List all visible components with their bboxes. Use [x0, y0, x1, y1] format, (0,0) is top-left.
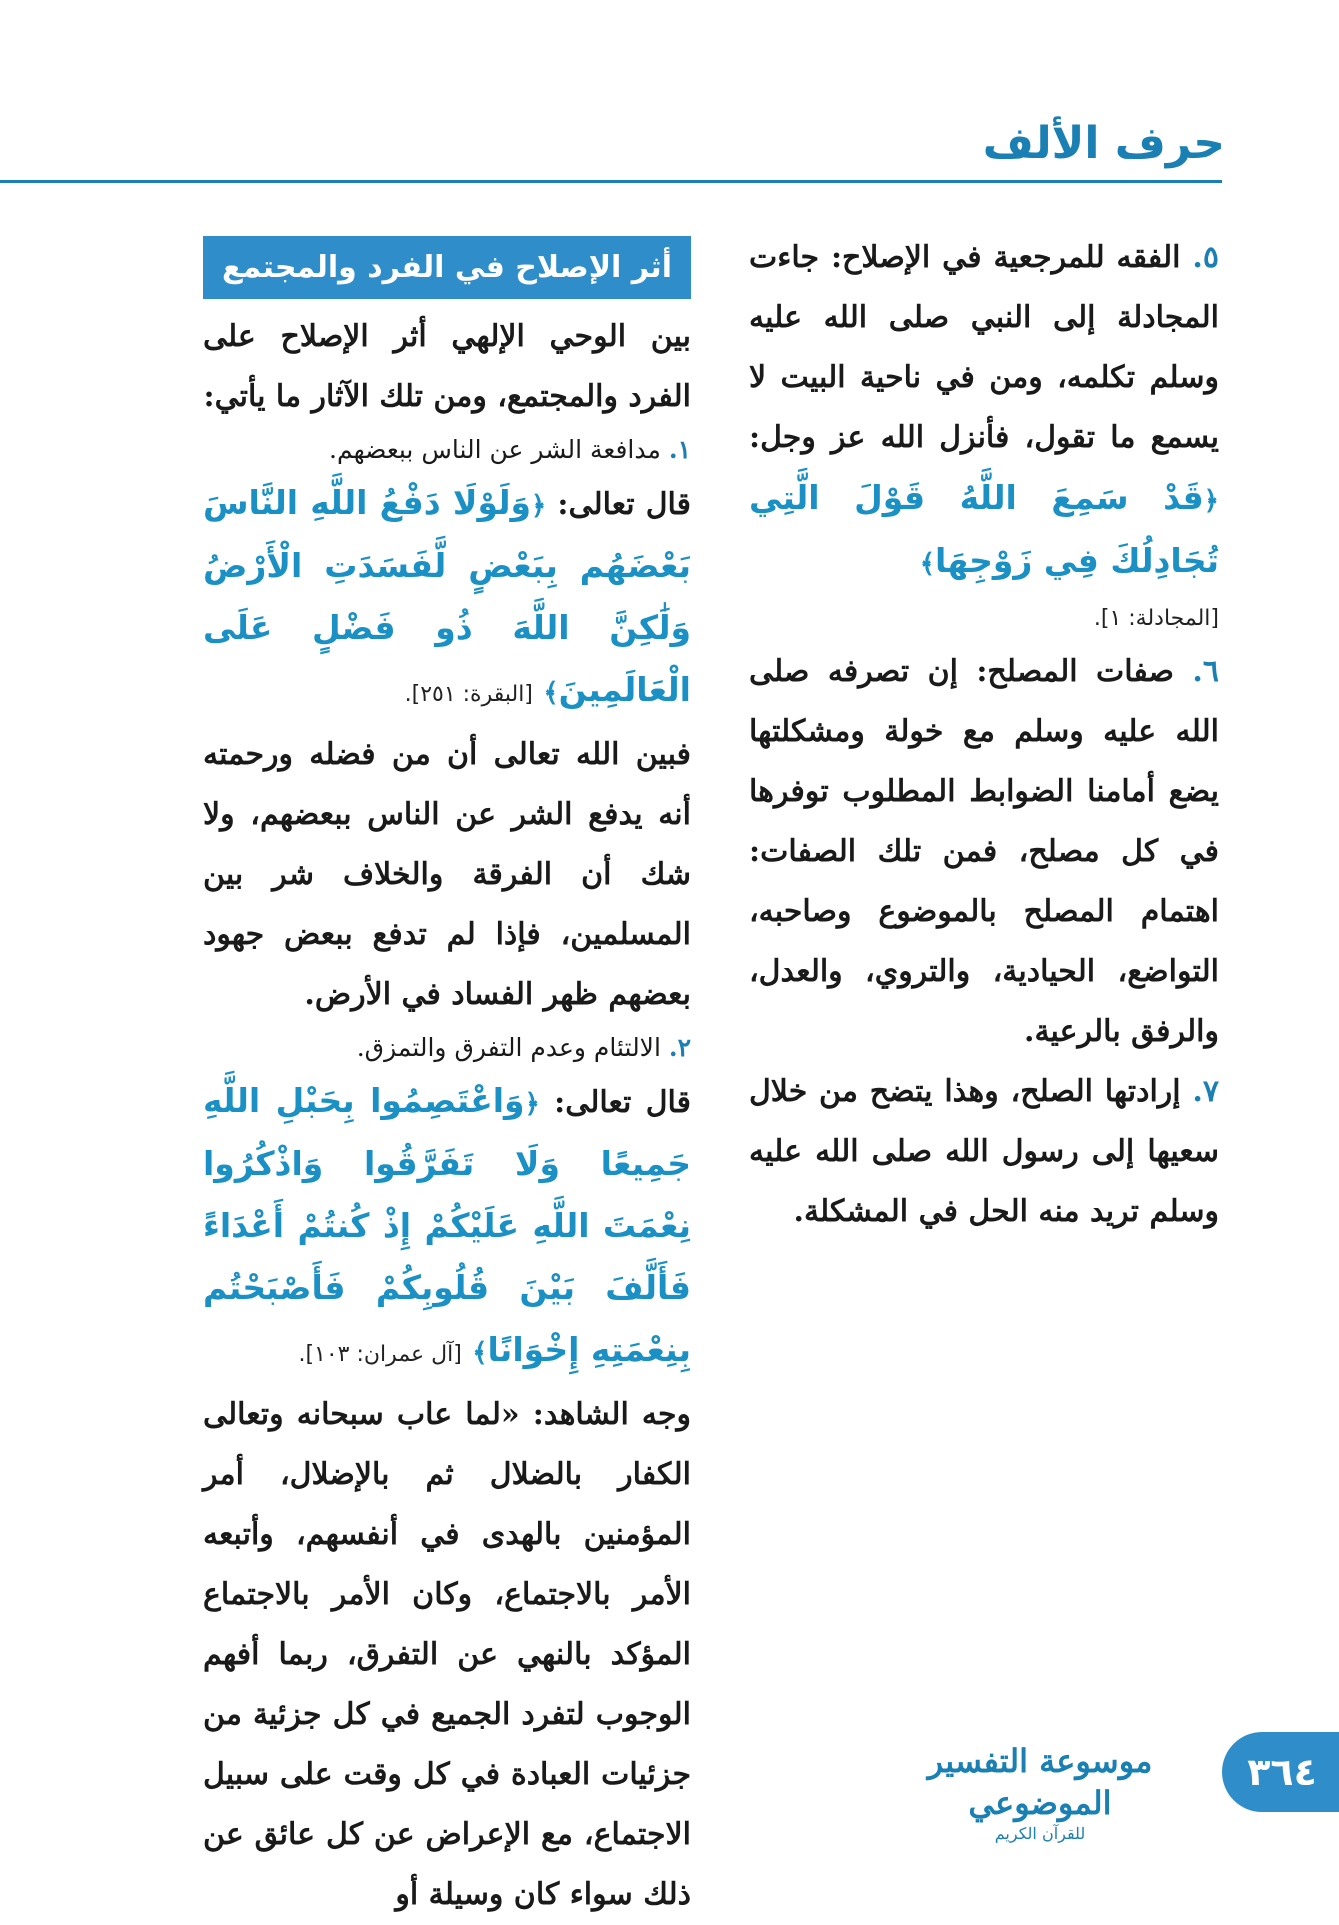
right-column: [749, 228, 1219, 1242]
quran-verse: وَلَوْلَا دَفْعُ اللَّهِ النَّاسَ بَعْضَهُم بِبَعْضٍ لَّفَسَدَتِ الْأَرْضُ وَلَٰكِنَّ اللَّهَ ذُو فَضْلٍ عَلَى الْعَالَمِينَ: [203, 483, 691, 709]
list-item-6: [749, 642, 1219, 1062]
verse-reference: [749, 594, 1219, 642]
item-text: الفقه للمرجعية في الإصلاح: جاءت المجادلة إلى النبي صلى الله عليه وسلم تكلمه، ومن في ناحية البيت لا يسمع ما تقول، فأنزل الله عز وجل:: [749, 240, 1219, 455]
quote-lead: قال تعالى:: [539, 1085, 691, 1120]
point-number: ١.: [668, 435, 691, 464]
section-heading: أثر الإصلاح في الفرد والمجتمع: [203, 236, 691, 299]
item-number: ٦.: [1192, 654, 1219, 689]
verse-close-ornament-icon: ﴾: [919, 549, 935, 579]
logo-subtitle: للقرآن الكريم: [994, 1824, 1086, 1843]
point-2: [203, 1025, 691, 1071]
body-paragraph-1: فبين الله تعالى أن من فضله ورحمته أنه يدفع الشر عن الناس ببعضهم، ولا شك أن الفرقة والخلاف شر بين المسلمين، فإذا لم تدفع ببعض جهود بعضهم ظهر الفساد في الأرض.: [203, 737, 691, 1012]
point-text: مدافعة الشر عن الناس ببعضهم.: [329, 435, 669, 464]
page-header-title: حرف الألف: [982, 118, 1225, 169]
verse-reference-text: [المجادلة: ١].: [1093, 606, 1219, 631]
left-column: [203, 236, 691, 1925]
verse-open-ornament-icon: ﴿: [531, 491, 547, 521]
verse-close-ornament-icon: ﴾: [472, 1338, 488, 1368]
verse-open-ornament-icon: ﴿: [1203, 486, 1219, 516]
page-number: ٣٦٤: [1222, 1732, 1339, 1812]
verse-open-ornament-icon: ﴿: [524, 1089, 540, 1119]
intro-paragraph: بين الوحي الإلهي أثر الإصلاح على الفرد والمجتمع، ومن تلك الآثار ما يأتي:: [203, 319, 691, 414]
logo-title: موسوعة التفسير الموضوعي: [927, 1742, 1153, 1822]
list-item-7: [749, 1062, 1219, 1242]
list-item-5: [749, 228, 1219, 594]
encyclopedia-logo: [910, 1740, 1170, 1843]
quote-lead: قال تعالى:: [546, 487, 691, 522]
verse-reference-text: [البقرة: ٢٥١].: [404, 682, 533, 707]
point-text: الالتئام وعدم التفرق والتمزق.: [356, 1033, 669, 1062]
quran-verse: قَدْ سَمِعَ اللَّهُ قَوْلَ الَّتِي تُجَادِلُكَ فِي زَوْجِهَا: [749, 478, 1219, 580]
header-divider: [0, 180, 1222, 183]
item-number: ٧.: [1192, 1074, 1219, 1109]
quote-1: [203, 473, 691, 725]
quran-verse: وَاعْتَصِمُوا بِحَبْلِ اللَّهِ جَمِيعًا وَلَا تَفَرَّقُوا وَاذْكُرُوا نِعْمَتَ اللَّهِ عَلَيْكُمْ إِذْ كُنتُمْ أَعْدَاءً فَأَلَّفَ بَيْنَ قُلُوبِكُمْ فَأَصْبَحْتُم بِنِعْمَتِهِ إِخْوَانًا: [203, 1081, 691, 1369]
point-number: ٢.: [668, 1033, 691, 1062]
item-text: صفات المصلح: إن تصرفه صلى الله عليه وسلم مع خولة ومشكلتها يضع أمامنا الضوابط المطلوب توفرها في كل مصلح، فمن تلك الصفات: اهتمام المصلح بالموضوع وصاحبه، التواضع، الحيادية، والتروي، والعدل، والرفق بالرعية.: [749, 654, 1219, 1049]
quote-2: [203, 1071, 691, 1385]
verse-reference-text: [آل عمران: ١٠٣].: [298, 1342, 462, 1367]
point-1: [203, 427, 691, 473]
item-text: إرادتها الصلح، وهذا يتضح من خلال سعيها إلى رسول الله صلى الله عليه وسلم تريد منه الحل في المشكلة.: [749, 1074, 1219, 1229]
verse-close-ornament-icon: ﴾: [543, 678, 559, 708]
body-paragraph-2: وجه الشاهد: «لما عاب سبحانه وتعالى الكفار بالضلال ثم بالإضلال، أمر المؤمنين بالهدى في أنفسهم، وأتبعه الأمر بالاجتماع، وكان الأمر بالاجتماع المؤكد بالنهي عن التفرق، ربما أفهم الوجوب لتفرد الجميع في كل جزئية من جزئيات العبادة في كل وقت على سبيل الاجتماع، مع الإعراض عن كل عائق عن ذلك سواء كان وسيلة أو: [203, 1397, 691, 1912]
item-number: ٥.: [1192, 240, 1219, 275]
